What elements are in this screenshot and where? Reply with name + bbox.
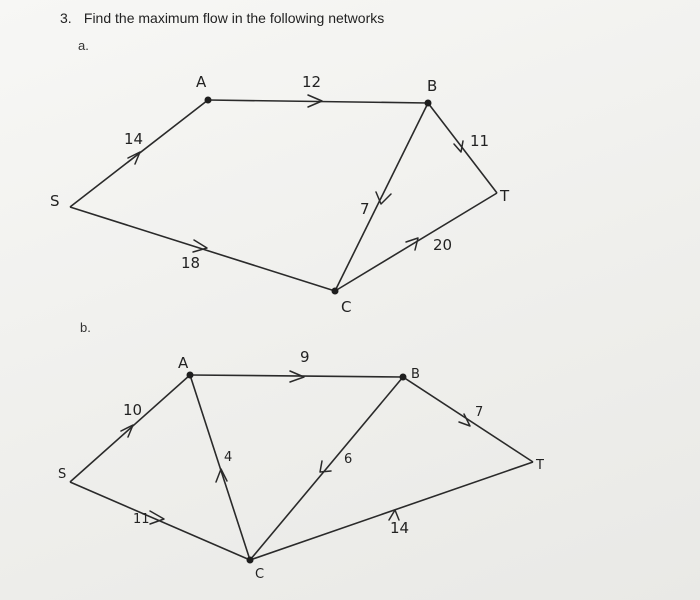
cap-b-c-t: 14 — [390, 519, 410, 537]
node-a-t-label: T — [500, 187, 510, 205]
node-b-B — [400, 374, 407, 381]
node-a-a-label: A — [196, 73, 207, 91]
cap-a-a-b: 12 — [302, 73, 322, 91]
cap-b-b-t: 7 — [475, 405, 484, 420]
edge-b-c-a — [190, 375, 250, 560]
edge-b-a-b — [190, 375, 403, 377]
question-text: Find the maximum flow in the following networks — [83, 10, 385, 26]
cap-b-s-a: 10 — [123, 401, 143, 419]
cap-a-c-t: 20 — [433, 236, 453, 254]
node-b-c-label: C — [255, 567, 265, 582]
cap-b-a-b: 9 — [300, 348, 310, 366]
arrow-b-c-a — [216, 469, 227, 482]
node-a-b-label: B — [427, 77, 438, 95]
cap-a-s-a: 14 — [124, 130, 144, 148]
node-b-A — [187, 372, 194, 379]
node-b-s-label: S — [58, 467, 67, 482]
node-a-c-label: C — [341, 298, 352, 316]
part-a-label: a. — [78, 38, 89, 53]
node-b-t-label: T — [536, 458, 544, 473]
question-number: 3. — [60, 10, 72, 26]
cap-b-s-c: 11 — [133, 512, 150, 527]
edge-b-c-t — [250, 462, 533, 560]
node-a-s-label: S — [50, 192, 60, 210]
cap-b-b-c: 6 — [344, 452, 353, 467]
edge-b-s-a — [70, 375, 190, 482]
node-b-a-label: A — [178, 354, 189, 372]
node-b-C — [247, 557, 254, 564]
cap-a-b-c: 7 — [360, 200, 370, 218]
edge-b-b-c — [250, 377, 403, 560]
cap-b-c-a: 4 — [224, 450, 233, 465]
node-b-b-label: B — [411, 367, 420, 382]
part-b-label: b. — [80, 320, 91, 335]
edge-b-b-t — [403, 377, 533, 462]
cap-a-b-t: 11 — [470, 132, 490, 150]
cap-a-s-c: 18 — [181, 254, 201, 272]
